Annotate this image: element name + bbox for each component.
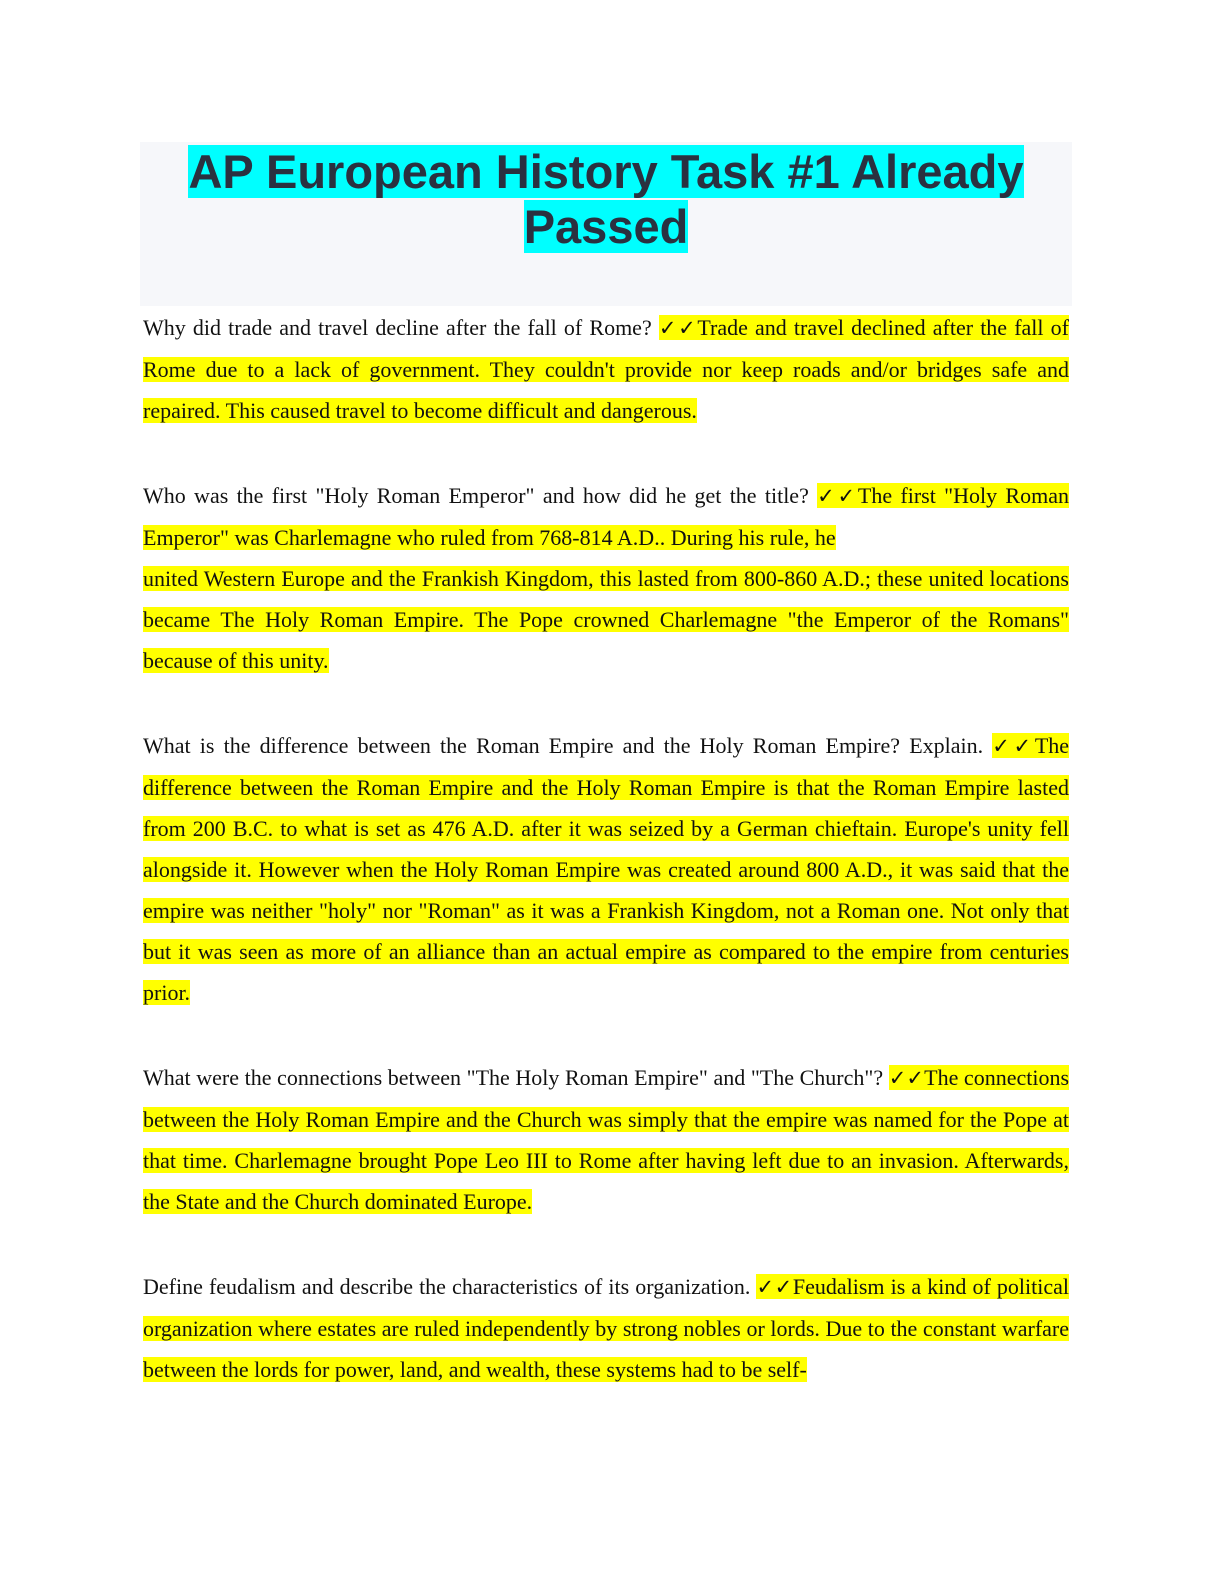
question-text: Who was the first "Holy Roman Emperor" and how did he get the title? [143,483,809,508]
answer-text: Feudalism is a kind of political organization where estates are ruled independently by strong nobles or lords. Due to the constant warfare between the lords for power, land, and wealth, these systems had to be self- [143,1274,1069,1382]
double-check-icon: ✓✓ [756,1275,793,1299]
answer-text: The difference between the Roman Empire and the Holy Roman Empire is that the Roman Empire lasted from 200 B.C. to what is set as 476 A.D. after it was seized by a German chieftain. Europe's unity fell alongside it. However when the Holy Roman Empire was created around 800 A.D., it was said that the empire was neither "holy" nor "Roman" as it was a Frankish Kingdom, not a Roman one. Not only that but it was seen as more of an alliance than an actual empire as compared to the empire from centuries prior. [143,733,1070,1005]
qa-item [143,725,1069,1013]
page-title [140,142,1072,254]
title-block [140,142,1072,306]
answer-text: The connections between the Holy Roman Empire and the Church was simply that the empire was named for the Pope at that time. Charlemagne brought Pope Leo III to Rome after having left due to an invasion. Afterwards, the State and the Church dominated Europe. [143,1065,1070,1214]
qa-item [143,475,1069,681]
question-text: What is the difference between the Roman Empire and the Holy Roman Empire? Explain. [143,733,984,758]
qa-list [143,307,1069,1390]
question-text: Why did trade and travel decline after the fall of Rome? [143,315,652,340]
answer-text: The first "Holy Roman Emperor" was Charlemagne who ruled from 768-814 A.D.. During his rule, he [143,483,1069,550]
answer-text: Trade and travel declined after the fall of Rome due to a lack of government. They couldn't provide nor keep roads and/or bridges safe and repaired. This caused travel to become difficult and dangerous. [143,315,1069,423]
double-check-icon: ✓✓ [658,316,698,340]
question-text: What were the connections between "The Holy Roman Empire" and "The Church"? [143,1065,884,1090]
qa-item [143,1266,1069,1390]
double-check-icon: ✓✓ [817,484,858,508]
answer-highlight [143,733,1069,1005]
question-text: Define feudalism and describe the characteristics of its organization. [143,1274,751,1299]
double-check-icon: ✓✓ [992,734,1035,758]
qa-item [143,307,1069,431]
page-title-text: AP European History Task #1 Already Passed [188,145,1024,253]
answer-text-continued: united Western Europe and the Frankish Kingdom, this lasted from 800-860 A.D.; these united locations became The Holy Roman Empire. The Pope crowned Charlemagne "the Emperor of the Romans" because of this unity. [143,566,1069,673]
answer-highlight-continued [143,566,1069,673]
double-check-icon: ✓✓ [888,1066,925,1090]
qa-item [143,1057,1069,1222]
